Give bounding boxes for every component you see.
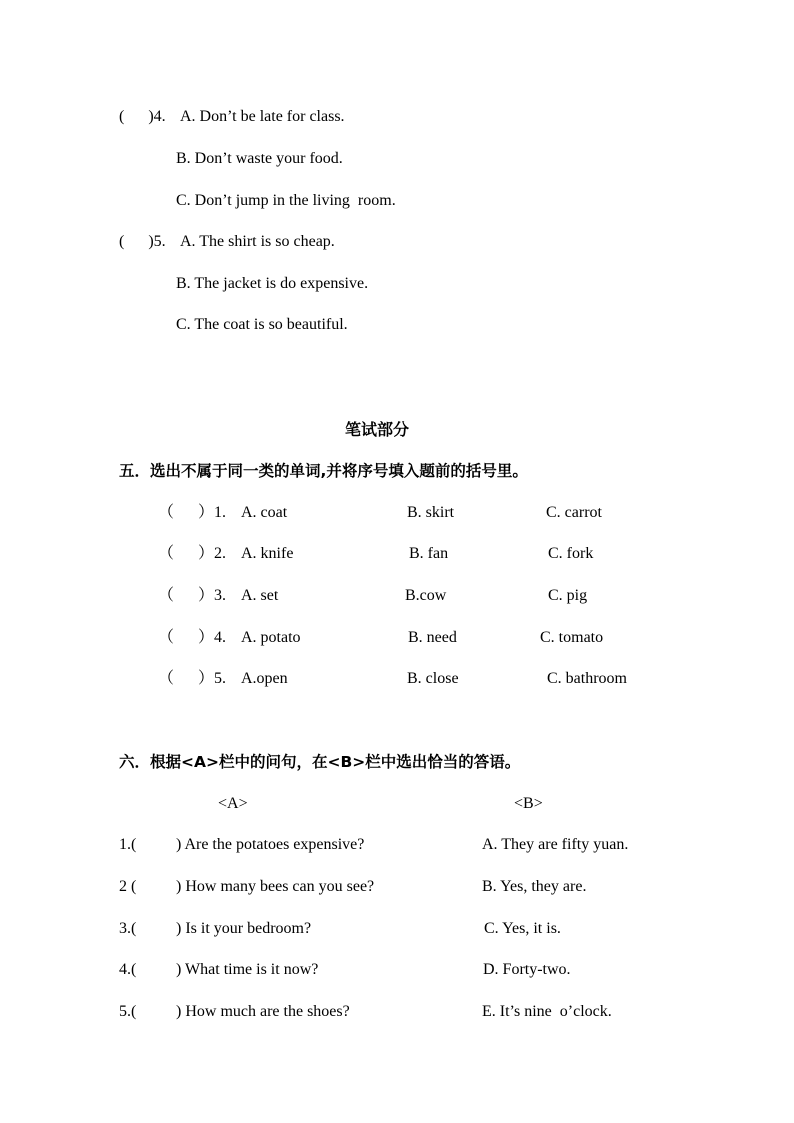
s6-item5-number[interactable]: 5.( [119,1003,137,1020]
section5-heading: 五．选出不属于同一类的单词,并将序号填入题前的括号里。 [119,462,528,480]
s5-item3-c: C. pig [548,587,588,604]
q4-bracket[interactable]: ( )4. [119,108,166,125]
s5-item5-a: A.open [241,670,288,687]
s5-item1-c: C. carrot [546,504,602,521]
s5-item3-a: A. set [241,587,279,604]
s6-item4-answer: D. Forty-two. [483,961,571,978]
s6-item2-number[interactable]: 2 ( [119,878,137,895]
s5-item2-b: B. fan [409,545,449,562]
s6-item2-question: ) How many bees can you see? [176,878,375,895]
s5-item2-a: A. knife [241,545,294,562]
q5-bracket[interactable]: ( )5. [119,233,166,250]
s5-item5-b: B. close [407,670,459,687]
s6-item3-number[interactable]: 3.( [119,920,137,937]
s5-item4-b: B. need [408,629,457,646]
s5-item1-b: B. skirt [407,504,455,521]
s6-item4-number[interactable]: 4.( [119,961,137,978]
written-part-title: 笔试部分 [345,420,410,439]
s6-item5-question: ) How much are the shoes? [176,1003,350,1020]
q4-option-c: C. Don’t jump in the living room. [176,192,396,209]
s5-item1-bracket[interactable]: （ ）1. [158,504,227,521]
s6-item1-answer: A. They are fifty yuan. [482,836,629,853]
s6-item3-question: ) Is it your bedroom? [176,920,312,937]
s5-item2-c: C. fork [548,545,594,562]
s6-item3-answer: C. Yes, it is. [484,920,561,937]
s5-item3-bracket[interactable]: （ ）3. [158,587,227,604]
s5-item3-b: B.cow [405,587,447,604]
s5-item1-a: A. coat [241,504,288,521]
s6-item5-answer: E. It’s nine o’clock. [482,1003,612,1020]
col-a-label: <A> [218,795,248,812]
q4-option-a: A. Don’t be late for class. [180,108,345,125]
s5-item4-bracket[interactable]: （ ）4. [158,629,227,646]
q5-option-a: A. The shirt is so cheap. [180,233,335,250]
q4-option-b: B. Don’t waste your food. [176,150,343,167]
col-b-label: <B> [514,795,543,812]
s5-item2-bracket[interactable]: （ ）2. [158,545,227,562]
q5-option-c: C. The coat is so beautiful. [176,316,348,333]
s5-item5-bracket[interactable]: （ ）5. [158,670,227,687]
q5-option-b: B. The jacket is do expensive. [176,275,369,292]
s6-item1-question: ) Are the potatoes expensive? [176,836,365,853]
s5-item4-a: A. potato [241,629,301,646]
section6-heading: 六．根据<A>栏中的问句，在<B>栏中选出恰当的答语。 [119,753,521,771]
s6-item4-question: ) What time is it now? [176,961,319,978]
s6-item2-answer: B. Yes, they are. [482,878,587,895]
s5-item5-c: C. bathroom [547,670,627,687]
s5-item4-c: C. tomato [540,629,604,646]
s6-item1-number[interactable]: 1.( [119,836,137,853]
